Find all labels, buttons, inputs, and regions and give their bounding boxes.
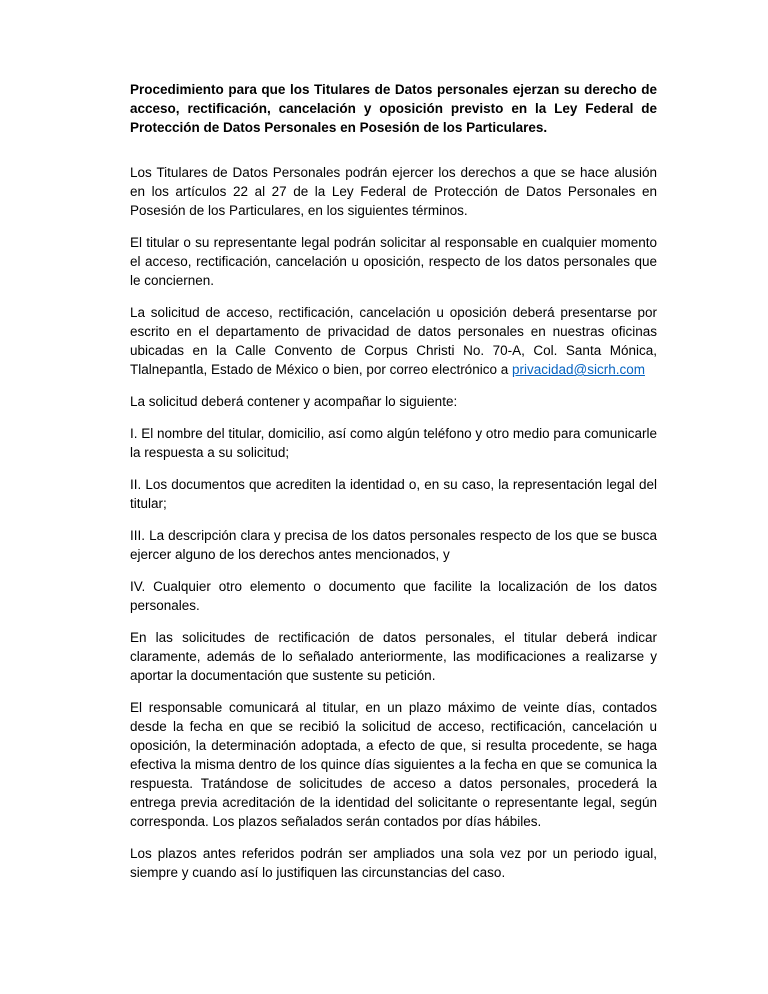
paragraph-ampliacion-plazos: Los plazos antes referidos podrán ser ampliados una sola vez por un periodo igual, siempre y cuando así lo justifiquen las circunstancias del caso. <box>130 846 657 880</box>
list-item-II: II. Los documentos que acrediten la identidad o, en su caso, la representación legal del titular; <box>130 477 657 511</box>
paragraph-rectificacion: En las solicitudes de rectificación de datos personales, el titular deberá indicar claramente, además de lo señalado anteriormente, las modificaciones a realizarse y aportar la documentación que sustente su petición. <box>130 630 657 683</box>
paragraph-solicitud-contenido-intro: La solicitud deberá contener y acompañar lo siguiente: <box>130 394 458 409</box>
list-item-IV: IV. Cualquier otro elemento o documento que facilite la localización de los datos personales. <box>130 579 657 613</box>
paragraph-intro-derechos: Los Titulares de Datos Personales podrán ejercer los derechos a que se hace alusión en los artículos 22 al 27 de la Ley Federal de Protección de Datos Personales en Posesión de los Particulares, en los siguientes términos. <box>130 165 657 218</box>
list-item-III: III. La descripción clara y precisa de los datos personales respecto de los que se busca ejercer alguno de los derechos antes mencionados, y <box>130 528 657 562</box>
document-title: Procedimiento para que los Titulares de Datos personales ejerzan su derecho de acceso, rectificación, cancelación y oposición previsto en la Ley Federal de Protección de Datos Personales en Posesión de los Particulares. <box>130 82 657 135</box>
paragraph-solicitud-text: La solicitud de acceso, rectificación, cancelación u oposición deberá presentarse por escrito en el departamento de privacidad de datos personales en nuestras oficinas ubicadas en la Calle Convento de Corpus Christi No. 70-A, Col. Santa Mónica, Tlalnepantla, Estado de México o bien, por correo electrónico a <box>130 305 657 377</box>
paragraph-solicitud-presentacion <box>130 303 657 379</box>
email-link[interactable]: privacidad@sicrh.com <box>511 362 645 377</box>
list-item-I: I. El nombre del titular, domicilio, así como algún teléfono y otro medio para comunicarle la respuesta a su solicitud; <box>130 426 657 460</box>
paragraph-plazos-respuesta: El responsable comunicará al titular, en un plazo máximo de veinte días, contados desde la fecha en que se recibió la solicitud de acceso, rectificación, cancelación u oposición, la determinación adoptada, a efecto de que, si resulta procedente, se haga efectiva la misma dentro de los quince días siguientes a la fecha en que se comunica la respuesta. Tratándose de solicitudes de acceso a datos personales, procederá la entrega previa acreditación de la identidad del solicitante o representante legal, según corresponda. Los plazos señalados serán contados por días hábiles. <box>130 700 657 829</box>
paragraph-titular-representante: El titular o su representante legal podrán solicitar al responsable en cualquier momento el acceso, rectificación, cancelación u oposición, respecto de los datos personales que le conciernen. <box>130 235 657 288</box>
